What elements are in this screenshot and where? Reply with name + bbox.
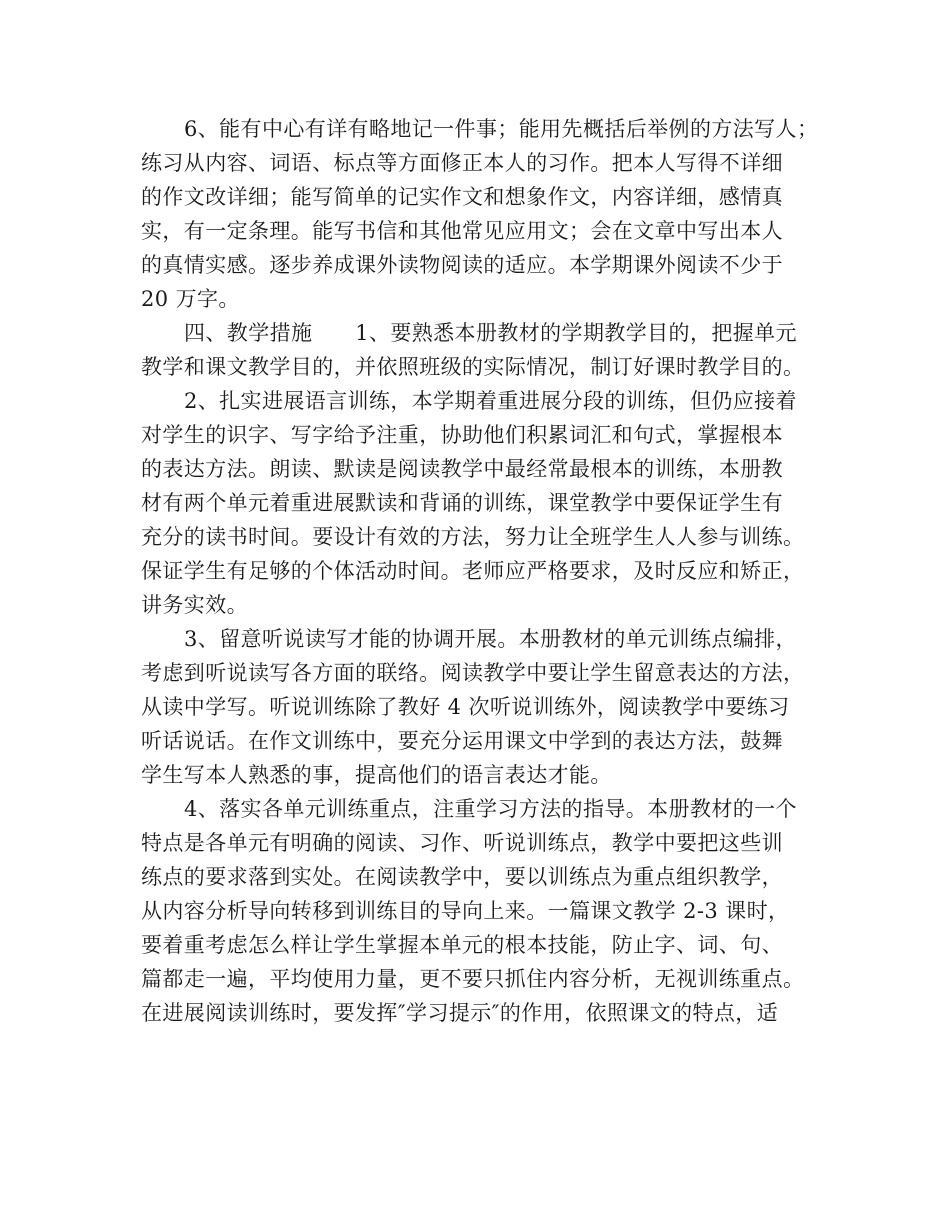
measure-2-line-2: 对学生的识字、写字给予注重，协助他们积累词汇和句式，掌握根本 — [141, 423, 783, 447]
measure-3-line-1: 3、留意听说读写才能的协调开展。本册教材的单元训练点编排， — [184, 627, 797, 651]
measure-3-line-4: 听话说话。在作文训练中，要充分运用课文中学到的表达方法，鼓舞 — [141, 729, 783, 753]
measure-3-line-3: 从读中学写。听说训练除了教好 4 次听说训练外，阅读教学中要练习 — [141, 695, 790, 719]
measure-4-line-7: 在进展阅读训练时，要发挥″学习提示″的作用，依照课文的特点，适 — [141, 1001, 779, 1025]
paragraph-6-line-3: 的作文改详细；能写简单的记实作文和想象作文，内容详细，感情真 — [141, 185, 783, 209]
measure-4-line-2: 特点是各单元有明确的阅读、习作、听说训练点，教学中要把这些训 — [141, 831, 783, 855]
section-4-heading-line-1: 四、教学措施 1、要熟悉本册教材的学期教学目的，把握单元 — [184, 321, 797, 345]
section-4-heading-line-2: 教学和课文教学目的，并依照班级的实际情况，制订好课时教学目的。 — [141, 355, 805, 379]
measure-4-line-6: 篇都走一遍，平均使用力量，更不要只抓住内容分析，无视训练重点。 — [141, 967, 805, 991]
measure-3-line-5: 学生写本人熟悉的事，提高他们的语言表达才能。 — [141, 763, 612, 787]
measure-2-line-3: 的表达方法。朗读、默读是阅读教学中最经常最根本的训练，本册教 — [141, 457, 783, 481]
paragraph-6-line-1: 6、能有中心有详有略地记一件事；能用先概括后举例的方法写人； — [184, 117, 819, 141]
paragraph-6-line-6: 20 万字。 — [141, 287, 240, 311]
paragraph-6-line-4: 实，有一定条理。能写书信和其他常见应用文；会在文章中写出本人 — [141, 219, 783, 243]
measure-4-line-3: 练点的要求落到实处。在阅读教学中，要以训练点为重点组织教学， — [141, 865, 783, 889]
measure-3-line-2: 考虑到听说读写各方面的联络。阅读教学中要让学生留意表达的方法， — [141, 661, 805, 685]
paragraph-6-line-5: 的真情实感。逐步养成课外读物阅读的适应。本学期课外阅读不少于 — [141, 253, 783, 277]
measure-2-line-5: 充分的读书时间。要设计有效的方法，努力让全班学生人人参与训练。 — [141, 525, 805, 549]
measure-4-line-1: 4、落实各单元训练重点，注重学习方法的指导。本册教材的一个 — [184, 797, 797, 821]
measure-2-line-7: 讲务实效。 — [141, 593, 248, 617]
measure-2-line-1: 2、扎实进展语言训练，本学期着重进展分段的训练，但仍应接着 — [184, 389, 797, 413]
paragraph-6-line-2: 练习从内容、词语、标点等方面修正本人的习作。把本人写得不详细 — [141, 151, 783, 175]
measure-2-line-4: 材有两个单元着重进展默读和背诵的训练，课堂教学中要保证学生有 — [141, 491, 783, 515]
body-text — [141, 112, 819, 1030]
measure-2-line-6: 保证学生有足够的个体活动时间。老师应严格要求，及时反应和矫正， — [141, 559, 805, 583]
measure-4-line-4: 从内容分析导向转移到训练目的导向上来。一篇课文教学 2-3 课时， — [141, 899, 790, 923]
measure-4-line-5: 要着重考虑怎么样让学生掌握本单元的根本技能，防止字、词、句、 — [141, 933, 783, 957]
